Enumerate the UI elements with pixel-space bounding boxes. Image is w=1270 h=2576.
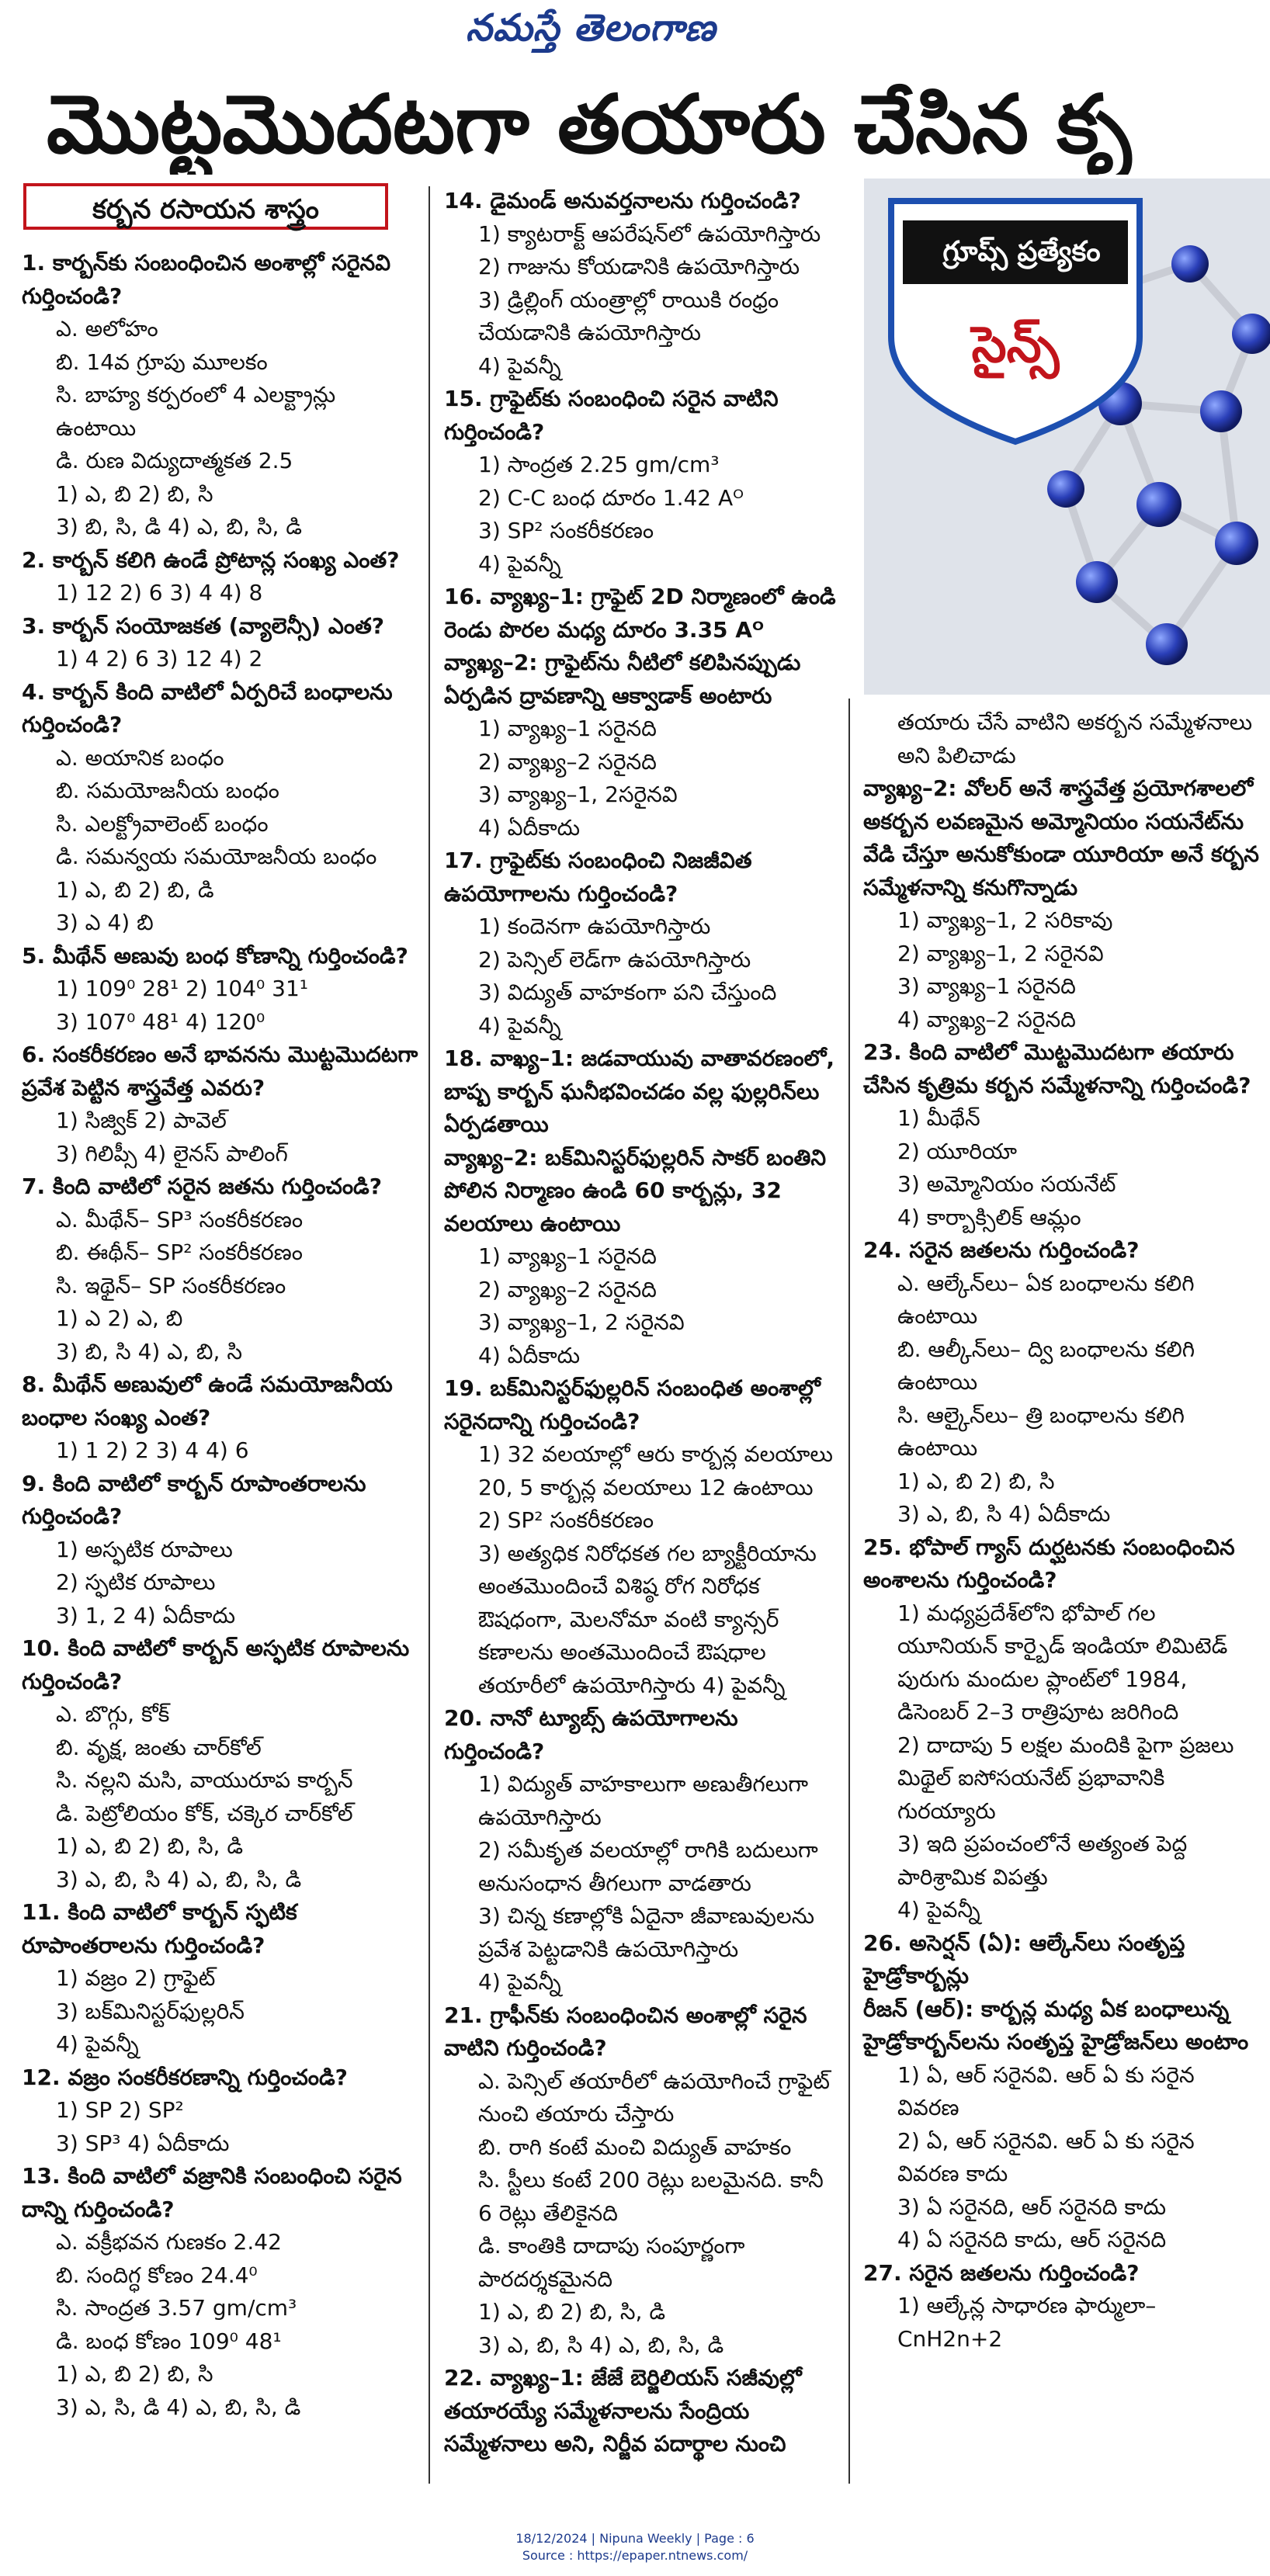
question-text: 2. కార్బన్ కలిగి ఉండే ప్రోటాన్ల సంఖ్య ఎంత?: [22, 546, 400, 573]
option-text: 1) ఏ, ఆర్ సరైనవి. ఆర్ ఏ కు సరైన వివరణ: [897, 2061, 1195, 2120]
option-text: 4) ఏదీకాదు: [478, 1342, 581, 1368]
option-text: 1) 12 2) 6 3) 4 4) 8: [56, 580, 263, 605]
option-text: 2) ఏ, ఆర్ సరైనవి. ఆర్ ఏ కు సరైన వివరణ కాదు: [897, 2127, 1195, 2186]
option-text: డి. పెట్రోలియం కోక్, చక్కెర చార్‌కోల్: [56, 1800, 353, 1826]
option-text: 1) సాంద్రత 2.25 gm/cm³: [478, 452, 720, 477]
question-text: 4. కార్బన్ కింది వాటిలో ఏర్పరిచే బంధాలను గుర్తించండి?: [22, 678, 393, 737]
footer-source-line: Source : https://epaper.ntnews.com/: [522, 2548, 748, 2563]
page-footer: [0, 2530, 1270, 2564]
option-text: 2) గాజును కోయడానికి ఉపయోగిస్తారు: [478, 254, 800, 279]
option-text: 1) ఆల్కేన్ల సాధారణ ఫార్ములా– CnH2n+2: [897, 2293, 1157, 2352]
option-text: 3) వ్యాఖ్య–1 సరైనది: [897, 973, 1076, 999]
option-text: 1) ఎ, బి 2) బి, సి, డి: [56, 1833, 244, 1859]
question-text: వ్యాఖ్య–2: గ్రాఫైట్‌ను నీటిలో కలిపినప్పుడు ఏర్పడిన ద్రావణాన్ని ఆక్వాడాక్ అంటారు: [444, 650, 801, 709]
question-text: 22. వ్యాఖ్య–1: జేజే బెర్జిలియస్ సజీవుల్లో తయారయ్యే సమ్మేళనాలను సేంద్రియ సమ్మేళనాలు అని, నిర్జీవ పదార్థాల నుంచి: [444, 2365, 802, 2456]
option-text: 3) ఎ, బి, సి 4) ఎ, బి, సి, డి: [56, 1866, 302, 1892]
option-text: 4) పైవన్నీ: [478, 352, 561, 379]
option-text: 1) క్యాటరాక్ట్ ఆపరేషన్‌లో ఉపయోగిస్తారు: [478, 220, 821, 247]
option-text: 4) కార్బాక్సిలిక్ ఆమ్లం: [897, 1204, 1081, 1230]
option-text: 3) 1, 2 4) ఏదీకాదు: [56, 1602, 236, 1628]
option-text: 3) గిలిప్సీ 4) లైనస్ పాలింగ్: [56, 1140, 288, 1167]
option-text: డి. బంధ కోణం 109⁰ 48¹: [56, 2328, 282, 2354]
option-text: 2) SP² సంకరీకరణం: [478, 1507, 654, 1533]
option-text: ఎ. బొగ్గు, కోక్: [56, 1701, 170, 1727]
option-text: 2) స్ఫటిక రూపాలు: [56, 1569, 216, 1595]
option-text: సి. బాహ్య కర్పరంలో 4 ఎలక్ట్రాన్లు ఉంటాయి: [56, 382, 336, 441]
groups-special-label: గ్రూప్స్ ప్రత్యేకం: [942, 236, 1101, 268]
option-text: 1) 4 2) 6 3) 12 4) 2: [56, 646, 263, 671]
question-text: 20. నానో ట్యూబ్స్ ఉపయోగాలను గుర్తించండి?: [444, 1705, 738, 1764]
option-text: 1) 109⁰ 28¹ 2) 104⁰ 31¹: [56, 976, 309, 1001]
option-text: 1) అస్ఫటిక రూపాలు: [56, 1536, 233, 1562]
option-text: 4) ఏదీకాదు: [478, 814, 581, 841]
option-text: సి. నల్లని మసి, వాయురూప కార్బన్: [56, 1767, 353, 1793]
option-text: 3) ఇది ప్రపంచంలోనే అత్యంత పెద్ద పారిశ్రామిక విపత్తు: [897, 1831, 1188, 1890]
option-text: బి. సమయోజనీయ బంధం: [56, 778, 279, 803]
question-text: 13. కింది వాటిలో వజ్రానికి సంబంధించి సరైన దాన్ని గుర్తించండి?: [22, 2163, 402, 2222]
option-text: 3) ఎ 4) బి: [56, 910, 154, 935]
question-text: 1. కార్బన్‌కు సంబంధించిన అంశాల్లో సరైనవి గుర్తించండి?: [22, 250, 391, 309]
question-text: 11. కింది వాటిలో కార్బన్ స్ఫటిక రూపాంతరాలను గుర్తించండి?: [22, 1899, 297, 1958]
option-text: 3) SP² సంకరీకరణం: [478, 518, 654, 543]
option-text: సి. ఆల్కైన్‌లు– త్రి బంధాలను కలిగి ఉంటాయి: [897, 1402, 1185, 1461]
question-text: రీజన్ (ఆర్): కార్బన్ల మధ్య ఏక బంధాలున్న హైడ్రోకార్బన్‌లను సంతృప్త హైడ్రోజన్‌లు అంటాం: [863, 1995, 1249, 2054]
option-text: 1) వజ్రం 2) గ్రాఫైట్: [56, 1965, 216, 1991]
option-text: 4) పైవన్నీ: [478, 1012, 561, 1038]
option-text: 3) SP³ 4) ఏదీకాదు: [56, 2130, 230, 2156]
option-text: 1) ఎ, బి 2) బి, సి: [56, 480, 213, 507]
option-text: 1) ఎ, బి 2) బి, డి: [56, 876, 214, 903]
option-text: డి. సమన్వయ సమయోజనీయ బంధం: [56, 844, 377, 869]
question-column-2: [444, 185, 840, 2461]
option-text: 3) డ్రిల్లింగ్ యంత్రాల్లో రాయికి రంధ్రం చేయడానికి ఉపయోగిస్తారు: [478, 286, 779, 345]
option-text: 2) వ్యాఖ్య–2 సరైనది: [478, 1276, 657, 1302]
option-text: 3) చిన్న కణాల్లోకి ఏదైనా జీవాణువులను ప్రవేశ పెట్టడానికి ఉపయోగిస్తారు: [478, 1903, 815, 1962]
option-text: డి. కాంతికి దాదాపు సంపూర్ణంగా పారదర్శకమైనది: [478, 2233, 745, 2292]
option-text: బి. సందిగ్ధ కోణం 24.4⁰: [56, 2262, 258, 2288]
question-text: 14. డైమండ్ అనువర్తనాలను గుర్తించండి?: [444, 188, 801, 213]
question-text: వ్యాఖ్య–2: వోలర్ అనే శాస్త్రవేత్త ప్రయోగశాలలో అకర్బన లవణమైన అమ్మోనియం సయనేట్‌ను వేడి చేస్తూ అనుకోకుండా యూరియా అనే కర్బన సమ్మేళనాన్ని కనుగొన్నాడు: [863, 775, 1259, 900]
footer-date-line: 18/12/2024 | Nipuna Weekly | Page : 6: [515, 2531, 755, 2546]
option-text: 3) బి, సి 4) ఎ, బి, సి: [56, 1338, 242, 1364]
question-text: 25. భోపాల్ గ్యాస్ దుర్ఘటనకు సంబంధించిన అంశాలను గుర్తించండి?: [863, 1534, 1235, 1593]
option-text: 1) ఎ, బి 2) బి, సి: [897, 1468, 1055, 1494]
option-text: 1) మీథేన్: [897, 1105, 980, 1131]
option-text: 3) ఎ, బి, సి 4) ఎ, బి, సి, డి: [478, 2332, 724, 2358]
question-text: 18. వాఖ్య–1: జడవాయువు వాతావరణంలో, బాష్ప కార్బన్ ఘనీభవించడం వల్ల ఫుల్లరిన్‌లు ఏర్పడతాయి: [444, 1045, 835, 1137]
option-text: 4) ఏ సరైనది కాదు, ఆర్ సరైనది: [897, 2227, 1167, 2252]
question-text: 3. కార్బన్ సంయోజకత (వ్యాలెన్సీ) ఎంత?: [22, 612, 385, 639]
question-column-3: [863, 706, 1259, 2356]
question-text: 6. సంకరీకరణం అనే భావనను మొట్టమొదటగా ప్రవేశ పెట్టిన శాస్త్రవేత్త ఎవరు?: [22, 1042, 418, 1101]
page-headline: మొట్టమొదటగా తయారు చేసిన కృ: [47, 77, 1132, 172]
masthead: [0, 0, 1270, 74]
option-text: బి. వృక్ష, జంతు చార్‌కోల్: [56, 1734, 262, 1760]
question-text: 12. వజ్రం సంకరీకరణాన్ని గుర్తించండి?: [22, 2064, 348, 2090]
option-text: సి. స్టీలు కంటే 200 రెట్లు బలమైనది. కానీ 6 రెట్లు తేలికైనది: [478, 2167, 824, 2226]
option-text: 1) 32 వలయాల్లో ఆరు కార్బన్ల వలయాలు 20, 5 కార్బన్ల వలయాలు 12 ఉంటాయి: [478, 1441, 833, 1500]
question-text: 16. వ్యాఖ్య–1: గ్రాఫైట్ 2D నిర్మాణంలో ఉండి రెండు పొరల మధ్య దూరం 3.35 Aᴼ: [444, 584, 836, 643]
option-text: 2) వ్యాఖ్య–1, 2 సరైనవి: [897, 940, 1104, 966]
option-text: 4) పైవన్నీ: [56, 2031, 139, 2057]
option-text: 4) వ్యాఖ్య–2 సరైనది: [897, 1006, 1076, 1032]
option-text: సి. ఇథైన్– SP సంకరీకరణం: [56, 1272, 286, 1298]
option-text: 3) అమ్మోనియం సయనేట్: [897, 1171, 1116, 1197]
option-text: ఎ. అలోహం: [56, 316, 158, 342]
option-text: 3) అత్యధిక నిరోధకత గల బ్యాక్టీరియాను అంతమొందించే విశిష్ఠ రోగ నిరోధక ఔషధంగా, మెలనోమా వంటి క్యాన్సర్ కణాలను అంతమొందించే ఔషధాల తయారీలో ఉపయోగిస్తారు 4) పైవన్నీ: [478, 1540, 817, 1698]
section-title: కర్బన రసాయన శాస్త్రం: [23, 183, 388, 230]
option-text: 2) పెన్సిల్ లెడ్‌గా ఉపయోగిస్తారు: [478, 946, 751, 973]
option-text: 1) మధ్యప్రదేశ్‌లోని భోపాల్ గల యూనియన్ కార్బైడ్ ఇండియా లిమిటెడ్ పురుగు మందుల ప్లాంట్‌లో 1984, డిసెంబర్ 2–3 రాత్రిపూట జరిగింది: [897, 1600, 1228, 1725]
option-text: 3) బి, సి, డి 4) ఎ, బి, సి, డి: [56, 514, 303, 539]
option-text: డి. రుణ విద్యుదాత్మకత 2.5: [56, 448, 293, 473]
option-text: బి. ఆల్కీన్‌లు– ద్వి బంధాలను కలిగి ఉంటాయి: [897, 1336, 1195, 1395]
question-text: 26. అసెర్షన్ (ఏ): ఆల్కేన్‌లు సంతృప్త హైడ్రోకార్బన్లు: [863, 1929, 1185, 1988]
subject-label: సైన్స్: [971, 317, 1060, 374]
option-text: తయారు చేసే వాటిని అకర్బన సమ్మేళనాలు అని పిలిచాడు: [897, 709, 1253, 768]
option-text: 3) విద్యుత్ వాహకంగా పని చేస్తుంది: [478, 979, 777, 1005]
option-text: సి. సాంద్రత 3.57 gm/cm³: [56, 2295, 297, 2321]
question-text: 27. సరైన జతలను గుర్తించండి?: [863, 2259, 1140, 2286]
option-text: 2) వ్యాఖ్య–2 సరైనది: [478, 748, 657, 775]
question-text: 21. గ్రాఫీన్‌కు సంబంధించిన అంశాల్లో సరైన వాటిని గుర్తించండి?: [444, 2002, 807, 2061]
option-text: 1) ఎ 2) ఎ, బి: [56, 1305, 183, 1331]
question-text: 19. బక్‌మినిస్టర్‌ఫుల్లరిన్ సంబంధిత అంశాల్లో సరైనదాన్ని గుర్తించండి?: [444, 1375, 821, 1434]
science-illustration: [864, 179, 1270, 695]
option-text: ఎ. అయానిక బంధం: [56, 744, 224, 771]
question-text: 7. కింది వాటిలో సరైన జతను గుర్తించండి?: [22, 1174, 382, 1199]
option-text: 3) 107⁰ 48¹ 4) 120⁰: [56, 1008, 265, 1035]
option-text: 3) ఏ సరైనది, ఆర్ సరైనది కాదు: [897, 2193, 1167, 2220]
question-column-1: [22, 247, 419, 2424]
option-text: 2) సమీకృత వలయాల్లో రాగికి బదులుగా అనుసంధాన తీగలుగా వాడతారు: [478, 1837, 818, 1896]
option-text: 2) C-C బంధ దూరం 1.42 Aᴼ: [478, 484, 744, 511]
question-text: 5. మీథేన్ అణువు బంధ కోణాన్ని గుర్తించండి?: [22, 942, 408, 969]
column-divider: [429, 186, 430, 2484]
option-text: ఎ. ఆల్కేన్‌లు– ఏక బంధాలను కలిగి ఉంటాయి: [897, 1270, 1195, 1329]
option-text: 3) ఎ, బి, సి 4) ఏదీకాదు: [897, 1501, 1111, 1527]
option-text: 2) దాదాపు 5 లక్షల మందికి పైగా ప్రజలు మిథైల్ ఐసోసయనేట్ ప్రభావానికి గురయ్యారు: [897, 1732, 1234, 1824]
question-text: 17. గ్రాఫైట్‌కు సంబంధించి నిజజీవిత ఉపయోగాలను గుర్తించండి?: [444, 848, 752, 907]
question-text: 15. గ్రాఫైట్‌కు సంబంధించి సరైన వాటిని గుర్తించండి?: [444, 386, 779, 445]
option-text: 3) బక్‌మినిస్టర్‌ఫుల్లరిన్: [56, 1998, 245, 2024]
option-text: 1) కందెనగా ఉపయోగిస్తారు: [478, 914, 711, 939]
option-text: బి. ఈథీన్– SP² సంకరీకరణం: [56, 1239, 303, 1265]
option-text: ఎ. మీథేన్– SP³ సంకరీకరణం: [56, 1206, 304, 1233]
option-text: 1) విద్యుత్ వాహకాలుగా అణుతీగలుగా ఉపయోగిస్తారు: [478, 1771, 809, 1830]
option-text: 4) పైవన్నీ: [478, 550, 561, 577]
question-text: వ్యాఖ్య–2: బక్‌మినిస్టర్‌ఫుల్లరిన్ సాకర్ బంతిని పోలిన నిర్మాణం ఉండి 60 కార్బన్లు, 32 వలయాలు ఉంటాయి: [444, 1144, 826, 1236]
question-text: 8. మీథేన్ అణువులో ఉండే సమయోజనీయ బంధాల సంఖ్య ఎంత?: [22, 1371, 393, 1430]
option-text: 1) ఎ, బి 2) బి, సి: [56, 2361, 213, 2387]
option-text: బి. 14వ గ్రూపు మూలకం: [56, 348, 268, 375]
option-text: 1) ఎ, బి 2) బి, సి, డి: [478, 2299, 666, 2325]
newspaper-logo: నమస్తే తెలంగాణ: [466, 6, 717, 50]
option-text: ఎ. వక్రీభవన గుణకం 2.42: [56, 2229, 282, 2255]
option-text: 2) యూరియా: [897, 1138, 1017, 1164]
option-text: 4) పైవన్నీ: [897, 1897, 980, 1922]
option-text: 1) 1 2) 2 3) 4 4) 6: [56, 1437, 249, 1463]
option-text: 1) వ్యాఖ్య–1 సరైనది: [478, 1243, 657, 1269]
option-text: ఎ. పెన్సిల్ తయారీలో ఉపయోగించే గ్రాఫైట్ నుంచి తయారు చేస్తారు: [478, 2068, 830, 2127]
column-divider: [848, 699, 850, 2484]
option-text: 3) వ్యాఖ్య–1, 2సరైనవి: [478, 782, 678, 807]
option-text: 1) SP 2) SP²: [56, 2097, 184, 2123]
option-text: సి. ఎలక్ట్రోవాలెంట్ బంధం: [56, 810, 269, 837]
option-text: 1) వ్యాఖ్య–1 సరైనది: [478, 716, 657, 741]
option-text: 1) సిజ్విక్ 2) పావెల్: [56, 1108, 227, 1133]
option-text: 3) ఎ, సి, డి 4) ఎ, బి, సి, డి: [56, 2394, 301, 2420]
question-text: 24. సరైన జతలను గుర్తించండి?: [863, 1237, 1140, 1263]
option-text: 4) పైవన్నీ: [478, 1969, 561, 1995]
question-text: 10. కింది వాటిలో కార్బన్ అస్ఫటిక రూపాలను గుర్తించండి?: [22, 1635, 410, 1694]
option-text: బి. రాగి కంటే మంచి విద్యుత్ వాహకం: [478, 2134, 792, 2160]
option-text: 1) వ్యాఖ్య–1, 2 సరికావు: [897, 907, 1113, 933]
question-text: 9. కింది వాటిలో కార్బన్ రూపాంతరాలను గుర్తించండి?: [22, 1470, 366, 1529]
question-text: 23. కింది వాటిలో మొట్టమొదటగా తయారు చేసిన కృత్రిమ కర్బన సమ్మేళనాన్ని గుర్తించండి?: [863, 1039, 1251, 1098]
option-text: 3) వ్యాఖ్య–1, 2 సరైనవి: [478, 1309, 685, 1335]
